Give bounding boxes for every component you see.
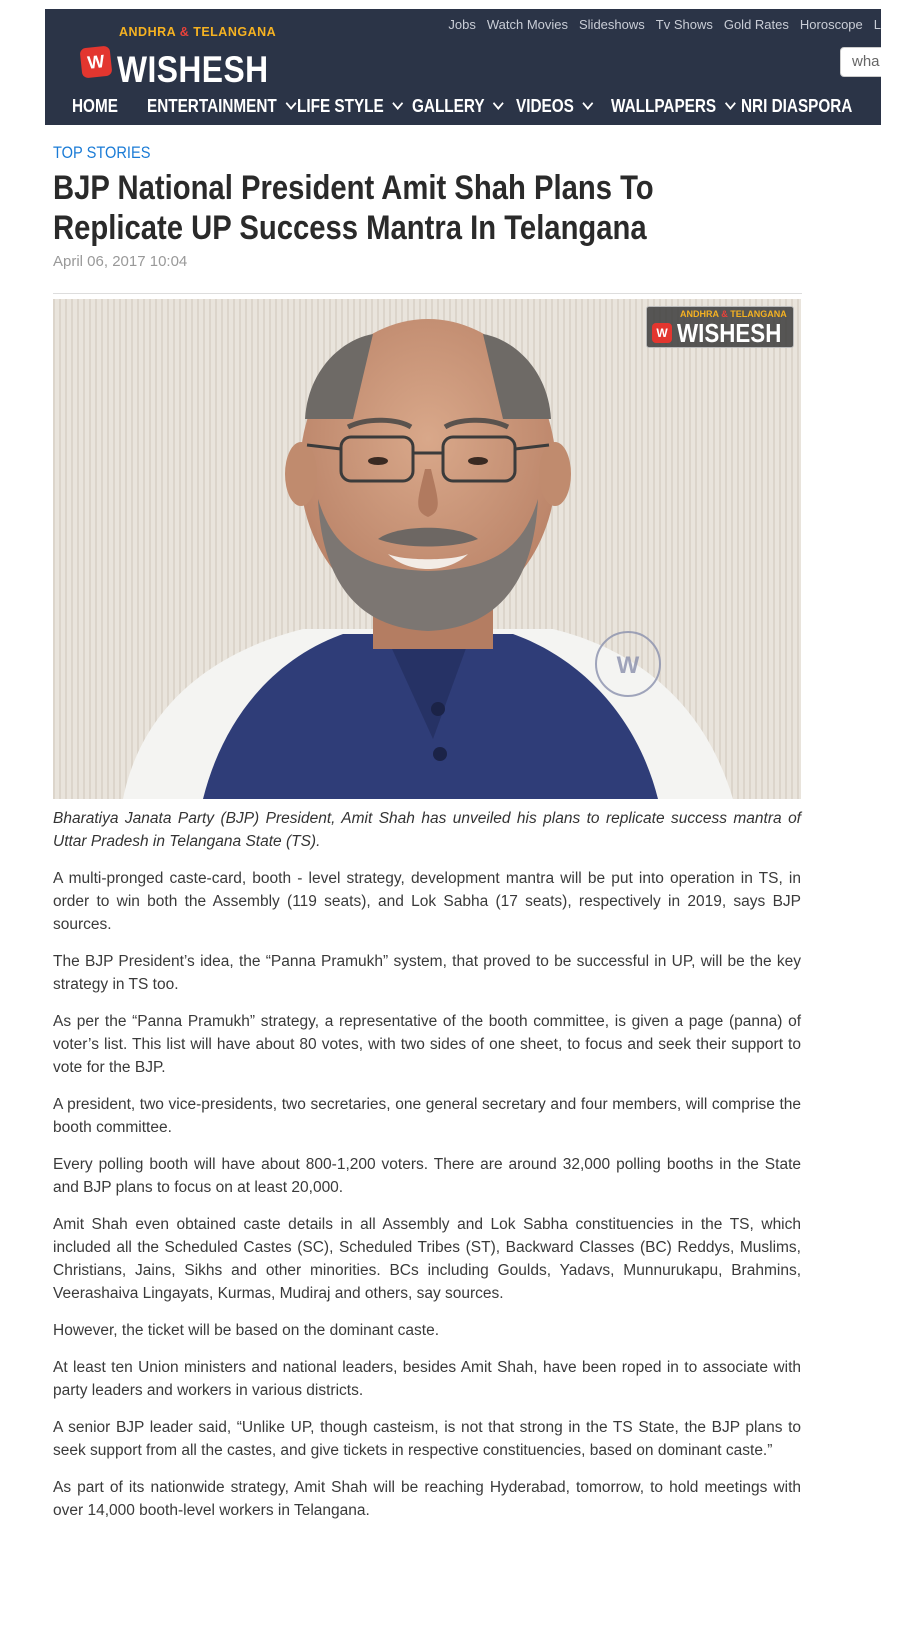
article-paragraph: As per the “Panna Pramukh” strategy, a representative of the booth committee, is given a page (panna) of voter’s list. This list will have about 80 votes, with two sides of one sheet, to focus and seek their support to vote for the BJP. — [53, 1013, 801, 1076]
site-header — [45, 9, 881, 125]
top-link-tv-shows[interactable]: Tv Shows — [655, 17, 713, 32]
article-photo — [53, 299, 801, 799]
top-link-slideshows[interactable]: Slideshows — [579, 17, 645, 32]
chevron-down-icon — [493, 97, 504, 110]
article-paragraph: The BJP President’s idea, the “Panna Pramukh” system, that proved to be successful in UP, will be the key strategy in TS too. — [53, 953, 801, 993]
nav-item-entertainment[interactable]: ENTERTAINMENT — [147, 96, 295, 117]
top-link-horoscope[interactable]: Horoscope — [799, 17, 863, 32]
chevron-down-icon — [285, 97, 296, 110]
logo-tagline: ANDHRA & TELANGANA — [119, 25, 277, 39]
chevron-down-icon — [725, 97, 736, 110]
top-link-more[interactable]: L — [873, 17, 881, 32]
site-logo[interactable] — [81, 25, 277, 90]
nav-item-home[interactable]: HOME — [72, 95, 118, 116]
nav-item-videos[interactable]: VIDEOS — [516, 96, 592, 117]
nav-item-nri-diaspora[interactable]: NRI DIASPORA — [741, 95, 853, 116]
chevron-down-icon — [582, 97, 593, 110]
article-paragraph: A multi-pronged caste-card, booth - level strategy, development mantra will be put into operation in TS, in order to win both the Assembly (119 seats), and Lok Sabha (17 seats), respectively in 2019, says BJP sources. — [53, 870, 801, 933]
photo-watermark-logo: ANDHRA & TELANGANA W WISHESH — [646, 306, 794, 348]
article-paragraph: At least ten Union ministers and national leaders, besides Amit Shah, have been roped in to associate with party leaders and workers in various districts. — [53, 1359, 801, 1399]
logo-badge-icon: W — [80, 46, 113, 79]
article-paragraph: However, the ticket will be based on the dominant caste. — [53, 1322, 439, 1339]
article-paragraph: A senior BJP leader said, “Unlike UP, though casteism, is not that strong in the TS State, the BJP plans to seek support from all the castes, and give tickets in respective constituencies, based on dominant caste.” — [53, 1419, 801, 1459]
article-paragraph: As part of its nationwide strategy, Amit Shah will be reaching Hyderabad, tomorrow, to hold meetings with over 14,000 booth-level workers in Telangana. — [53, 1479, 801, 1519]
chevron-down-icon — [392, 97, 403, 110]
article-body — [53, 807, 801, 1536]
top-links — [437, 17, 881, 32]
article-paragraph: Amit Shah even obtained caste details in all Assembly and Lok Sabha constituencies in the TS, which included all the Scheduled Castes (SC), Scheduled Tribes (ST), Backward Classes (BC) Reddys, Muslims, Christians, Jains, Sikhs and other minorities. BCs including Goulds, Yadavs, Munnurukapu, Brahmins, Veerashaiva Lingayats, Kurmas, Mudiraj and others, say sources. — [53, 1216, 801, 1302]
logo-wordmark: WISHESH — [117, 49, 269, 90]
article-lead: Bharatiya Janata Party (BJP) President, Amit Shah has unveiled his plans to replicate success mantra of Uttar Pradesh in Telangana State (TS). — [53, 810, 801, 850]
nav-item-wallpapers[interactable]: WALLPAPERS — [611, 96, 734, 117]
article-headline: BJP National President Amit Shah Plans To Replicate UP Success Mantra In Telangana — [53, 169, 654, 247]
svg-text:W: W — [616, 652, 640, 679]
article-paragraph: A president, two vice-presidents, two secretaries, one general secretary and four members, will comprise the booth committee. — [53, 1096, 801, 1136]
top-link-jobs[interactable]: Jobs — [448, 17, 476, 32]
nav-item-life-style[interactable]: LIFE STYLE — [297, 96, 402, 117]
article-paragraph: Every polling booth will have about 800-1,200 voters. There are around 32,000 polling booths in the State and BJP plans to focus on at least 20,000. — [53, 1156, 801, 1196]
portrait-illustration — [53, 299, 801, 799]
search-input[interactable]: wha — [840, 47, 881, 77]
category-link[interactable]: TOP STORIES — [53, 143, 151, 162]
divider — [53, 293, 802, 294]
top-link-gold-rates[interactable]: Gold Rates — [723, 17, 789, 32]
watermark-badge-icon: W — [652, 323, 672, 343]
nav-item-gallery[interactable]: GALLERY — [412, 96, 502, 117]
article-date: April 06, 2017 10:04 — [53, 253, 188, 270]
top-link-watch-movies[interactable]: Watch Movies — [486, 17, 568, 32]
